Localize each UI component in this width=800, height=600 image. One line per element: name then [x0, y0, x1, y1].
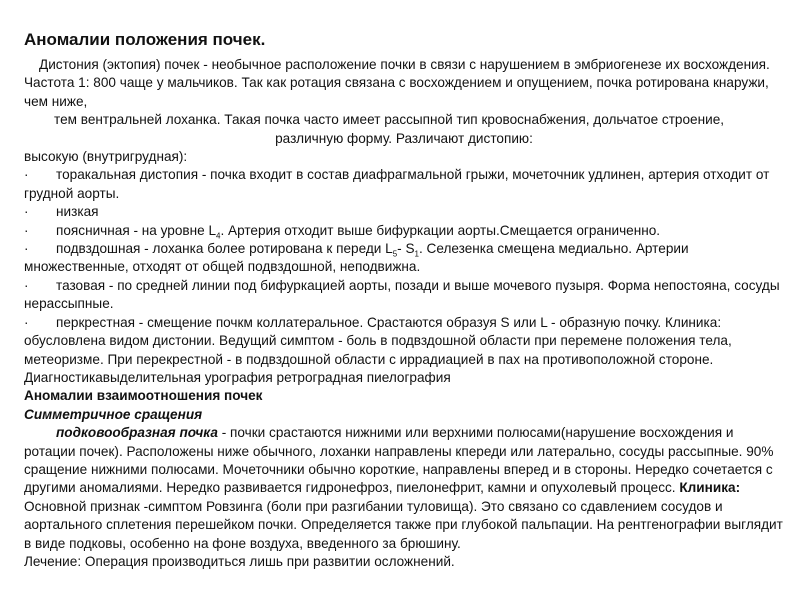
bullet-dot: · — [24, 277, 29, 293]
intro-paragraph-4: высокую (внутригрудная): — [24, 149, 188, 165]
bullet-text-cont: . Артерия отходит выше бифуркации аорты.Смещается ограниченно. — [220, 222, 661, 238]
intro-paragraph-3: различную форму. Различают дистопию: — [275, 130, 533, 146]
bullet-item-thoracic — [24, 166, 784, 203]
bullet-text-cont: . Селезенка смещена медиально. Артерии множественные, отходят от общей подвздошной, неподвижна. — [24, 241, 689, 275]
bullet-dot: · — [24, 314, 29, 330]
bullet-item-low — [24, 203, 784, 221]
bullet-text: тазовая - по средней линии под бифуркацией аорты, позади и выше мочевого пузыря. Форма непостояна, сосуды нерассыпные. — [24, 277, 780, 312]
treatment-line: Лечение: Операция производиться лишь при развитии осложнений. — [24, 553, 455, 569]
bullet-dot: · — [24, 204, 29, 220]
bullet-item-pelvic — [24, 277, 784, 314]
subscript: 5 — [392, 249, 398, 259]
horseshoe-text-1: - почки срастаются нижними или верхними полюсами(нарушение восхождения и ротации почек). Расположены ниже обычного, лоханки направлены кпереди или латерально, сосуды рассыпные. 90% сращение нижними полюсами. Мочеточники обычно короткие, направлены вперед и в стороны. Нередко сочетается с другими аномалиями. Нередко развивается гидронефроз, пиелонефрит, камни и опухолевый процесс. — [24, 425, 774, 496]
bullet-item-crossed — [24, 314, 784, 369]
bullet-item-iliac — [24, 240, 784, 277]
bullet-item-lumbar — [24, 222, 784, 240]
horseshoe-text-2: Основной признак -симптом Ровзинга (боли при разгибании туловища). Это связано со сдавлением сосудов и аортального сплетения перешейком почки. Определяется также при глубокой пальпации. На рентгенографии выглядит в виде подковы, особенно на фоне воздуха, введенного за брюшину. — [24, 498, 783, 551]
document-title: Аномалии положения почек. — [24, 30, 266, 49]
bullet-text: низкая — [56, 204, 99, 220]
horseshoe-term: подковообразная почка — [56, 425, 218, 441]
bullet-text: перкрестная - смещение почкм коллатеральное. Срастаются образуя S или L - образную почку. Клиника: обусловлена видом дистонии. Ведущий симптом - боль в подвздошной области при перемене положения тела, метеоризме. При перекрестной - в подвздошной области с иррадиацией в пах на противоположной стороне. — [24, 314, 732, 367]
section-subtitle-symmetric: Симметричное сращения — [24, 406, 203, 422]
intro-paragraph-2: тем вентральней лоханка. Такая почка часто имеет рассыпной тип кровоснабжения, дольчатое строение, — [54, 112, 725, 128]
bullet-text-mid: - S — [397, 241, 415, 257]
bullet-text: подвздошная - лоханка более ротирована к переди L — [56, 241, 393, 257]
subscript: 4 — [216, 231, 221, 241]
bullet-dot: · — [24, 167, 29, 183]
diagnostics-line: Диагностикавыделительная урография ретроградная пиелография — [24, 369, 451, 385]
horseshoe-paragraph — [24, 424, 784, 553]
bullet-dot: · — [24, 222, 29, 238]
bullet-text: торакальная дистопия - почка входит в состав диафрагмальной грыжи, мочеточник удлинен, артерия отходит от грудной аорты. — [24, 167, 770, 201]
intro-paragraph-1: Дистония (эктопия) почек - необычное расположение почки в связи с нарушением в эмбриогенезе их восхождения. Частота 1: 800 чаще у мальчиков. Так как ротация связана с восхождением и опущением, почка ротирована кнаружи, чем ниже, — [24, 57, 770, 109]
bullet-dot: · — [24, 241, 29, 257]
subscript: 1 — [414, 249, 419, 259]
section-title-relationship: Аномалии взаимоотношения почек — [24, 388, 263, 404]
document-page — [24, 30, 784, 571]
bullet-text: поясничная - на уровне L — [56, 222, 217, 238]
clinic-label: Клиника: — [679, 480, 741, 496]
